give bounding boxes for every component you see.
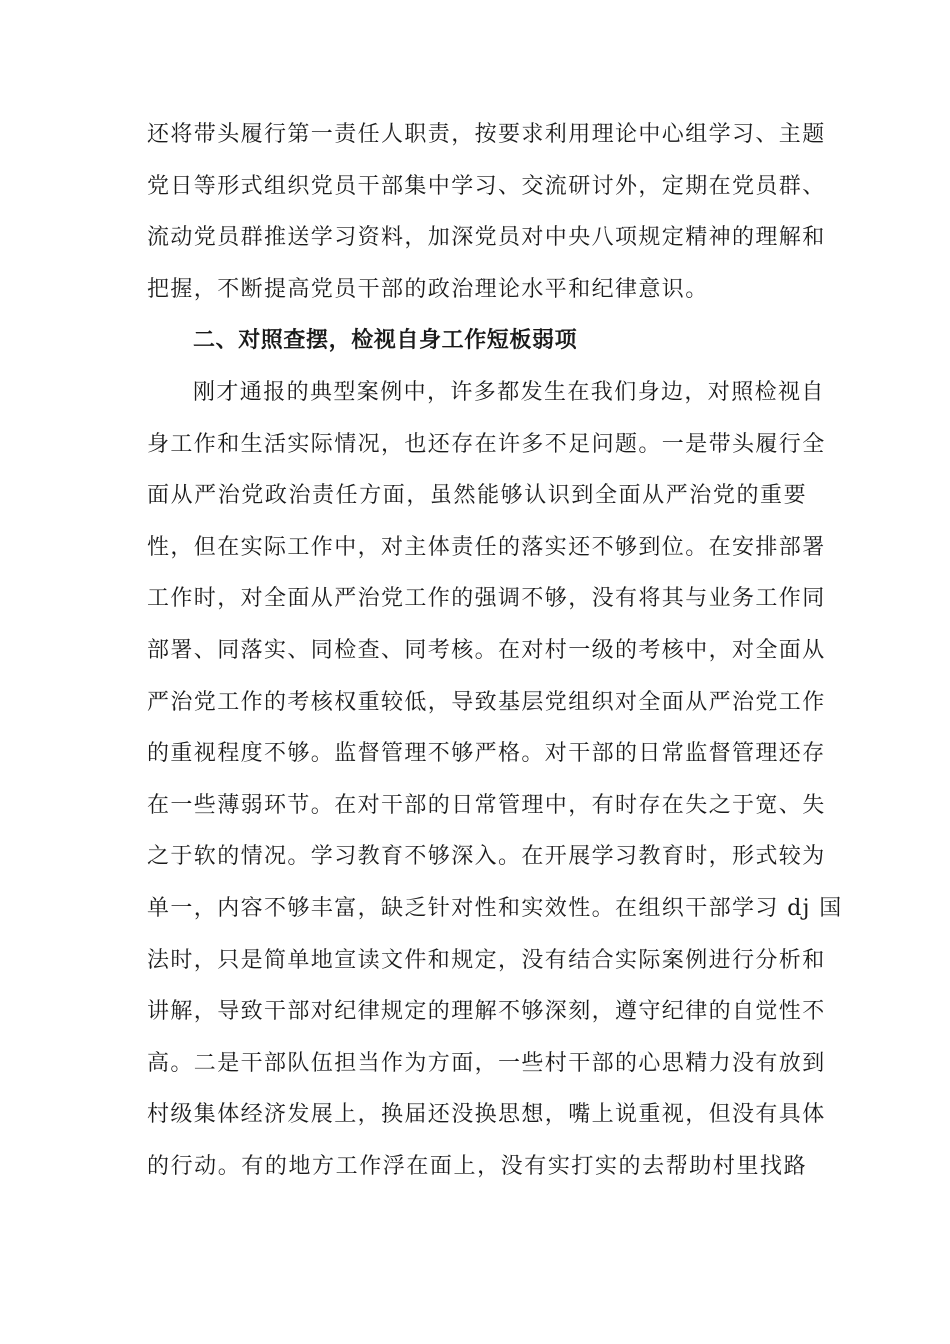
- text-line: 在一些薄弱环节。在对干部的日常管理中，有时存在失之于宽、失: [147, 792, 826, 818]
- text-line: 把握，不断提高党员干部的政治理论水平和纪律意识。: [147, 276, 709, 302]
- body-text: [147, 113, 843, 1196]
- text-line: 高。二是干部队伍担当作为方面，一些村干部的心思精力没有放到: [147, 1050, 826, 1076]
- text-line: 村级集体经济发展上，换届还没换思想，嘴上说重视，但没有具体: [147, 1102, 826, 1128]
- text-line: 部署、同落实、同检查、同考核。在对村一级的考核中，对全面从: [147, 637, 826, 663]
- text-line: 之于软的情况。学习教育不够深入。在开展学习教育时，形式较为: [147, 844, 826, 870]
- text-line: 还将带头履行第一责任人职责，按要求利用理论中心组学习、主题: [147, 122, 826, 147]
- text-line: 法时，只是简单地宣读文件和规定，没有结合实际案例进行分析和: [147, 947, 826, 973]
- paragraph-first-line: 刚才通报的典型案例中，许多都发生在我们身边，对照检视自: [193, 379, 825, 405]
- text-line: 性，但在实际工作中，对主体责任的落实还不够到位。在安排部署: [147, 534, 826, 560]
- text-line: 的重视程度不够。监督管理不够严格。对干部的日常监督管理还存: [147, 741, 826, 767]
- text-line: 工作时，对全面从严治党工作的强调不够，没有将其与业务工作同: [147, 586, 826, 612]
- text-line: 面从严治党政治责任方面，虽然能够认识到全面从严治党的重要: [147, 483, 807, 509]
- text-line: 单一，内容不够丰富，缺乏针对性和实效性。在组织干部学习 dj 国: [147, 895, 843, 921]
- text-line: 讲解，导致干部对纪律规定的理解不够深刻，遵守纪律的自觉性不: [147, 999, 826, 1025]
- section-heading: 二、对照查摆，检视自身工作短板弱项: [193, 328, 578, 354]
- text-line: 身工作和生活实际情况，也还存在许多不足问题。一是带头履行全: [147, 431, 826, 457]
- text-line: 的行动。有的地方工作浮在面上，没有实打实的去帮助村里找路: [147, 1153, 807, 1179]
- text-line: 严治党工作的考核权重较低，导致基层党组织对全面从严治党工作: [147, 689, 826, 715]
- text-line: 党日等形式组织党员干部集中学习、交流研讨外，定期在党员群、: [147, 173, 826, 199]
- text-line: 流动党员群推送学习资料，加深党员对中央八项规定精神的理解和: [147, 225, 826, 251]
